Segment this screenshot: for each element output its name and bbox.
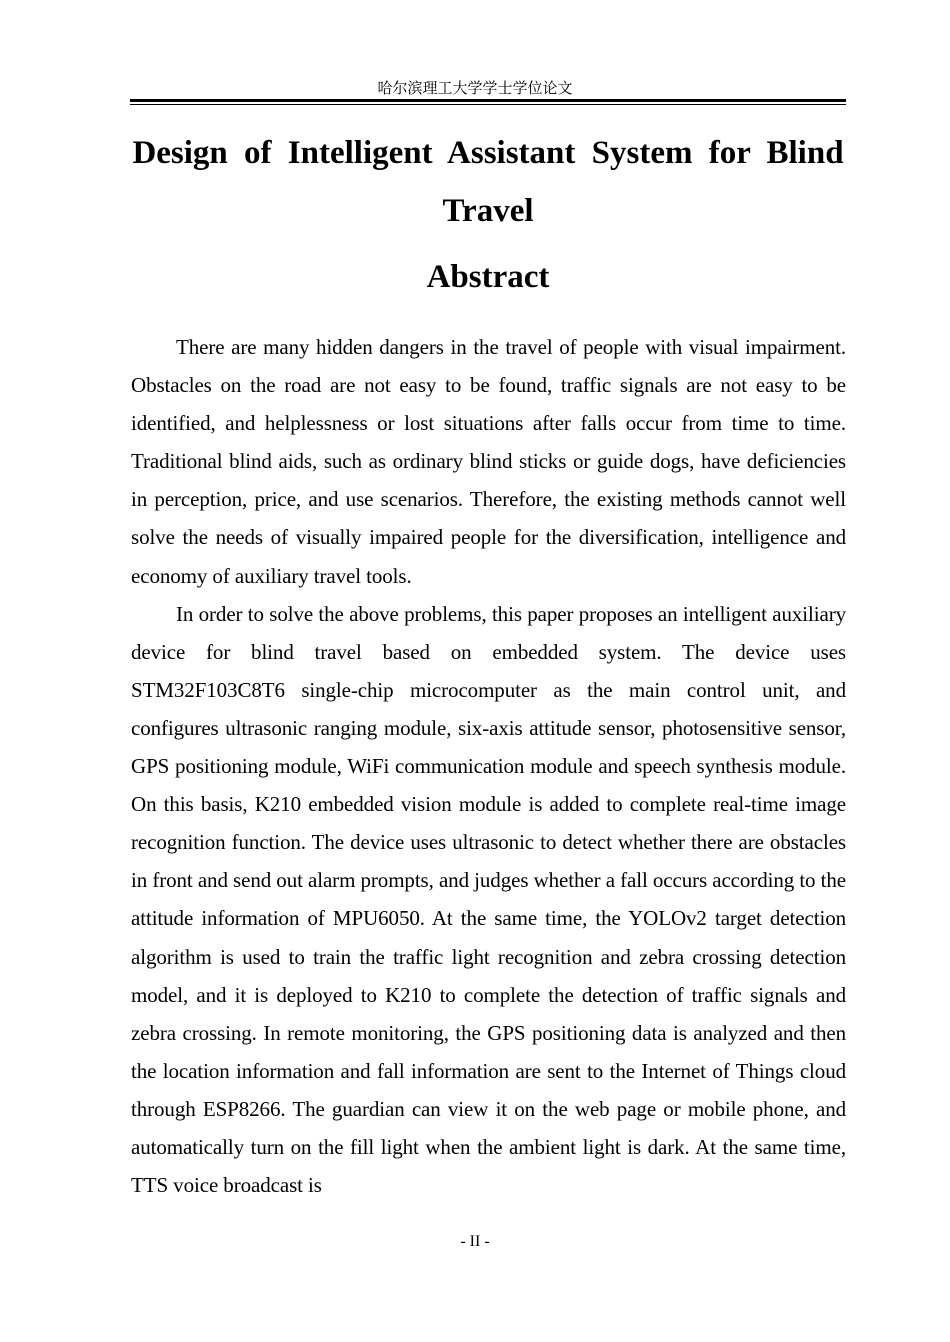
abstract-paragraph-1: There are many hidden dangers in the travel of people with visual impairment. Obstacles on the road are not easy to be found, traffic signals are not easy to be identified, and helplessness or lost situations after falls occur from time to time. Traditional blind aids, such as ordinary blind sticks or guide dogs, have deficiencies in perception, price, and use scenarios. Therefore, the existing methods cannot well solve the needs of visually impaired people for the diversification, intelligence and economy of auxiliary travel tools.: [131, 335, 846, 588]
header-rule-thick: [130, 99, 846, 102]
document-title: Design of Intelligent Assistant System for Blind Travel: [132, 135, 844, 229]
running-header: 哈尔滨理工大学学士学位论文: [377, 79, 573, 97]
abstract-heading: Abstract: [426, 259, 550, 295]
abstract-paragraph-2: In order to solve the above problems, this paper proposes an intelligent auxiliary device for blind travel based on embedded system. The device uses STM32F103C8T6 single-chip microcomputer as the main control unit, and configures ultrasonic ranging module, six-axis attitude sensor, photosensitive sensor, GPS positioning module, WiFi communication module and speech synthesis module. On this basis, K210 embedded vision module is added to complete real-time image recognition function. The device uses ultrasonic to detect whether there are obstacles in front and send out alarm prompts, and judges whether a fall occurs according to the attitude information of MPU6050. At the same time, the YOLOv2 target detection algorithm is used to train the traffic light recognition and zebra crossing detection model, and it is deployed to K210 to complete the detection of traffic signals and zebra crossing. In remote monitoring, the GPS positioning data is analyzed and then the location information and fall information are sent to the Internet of Things cloud through ESP8266. The guardian can view it on the web page or mobile phone, and automatically turn on the fill light when the ambient light is dark. At the same time, TTS voice broadcast is: [131, 601, 846, 1198]
page-number: - II -: [460, 1233, 490, 1250]
header-rule-thin: [130, 104, 846, 105]
abstract-body: [131, 328, 846, 1204]
